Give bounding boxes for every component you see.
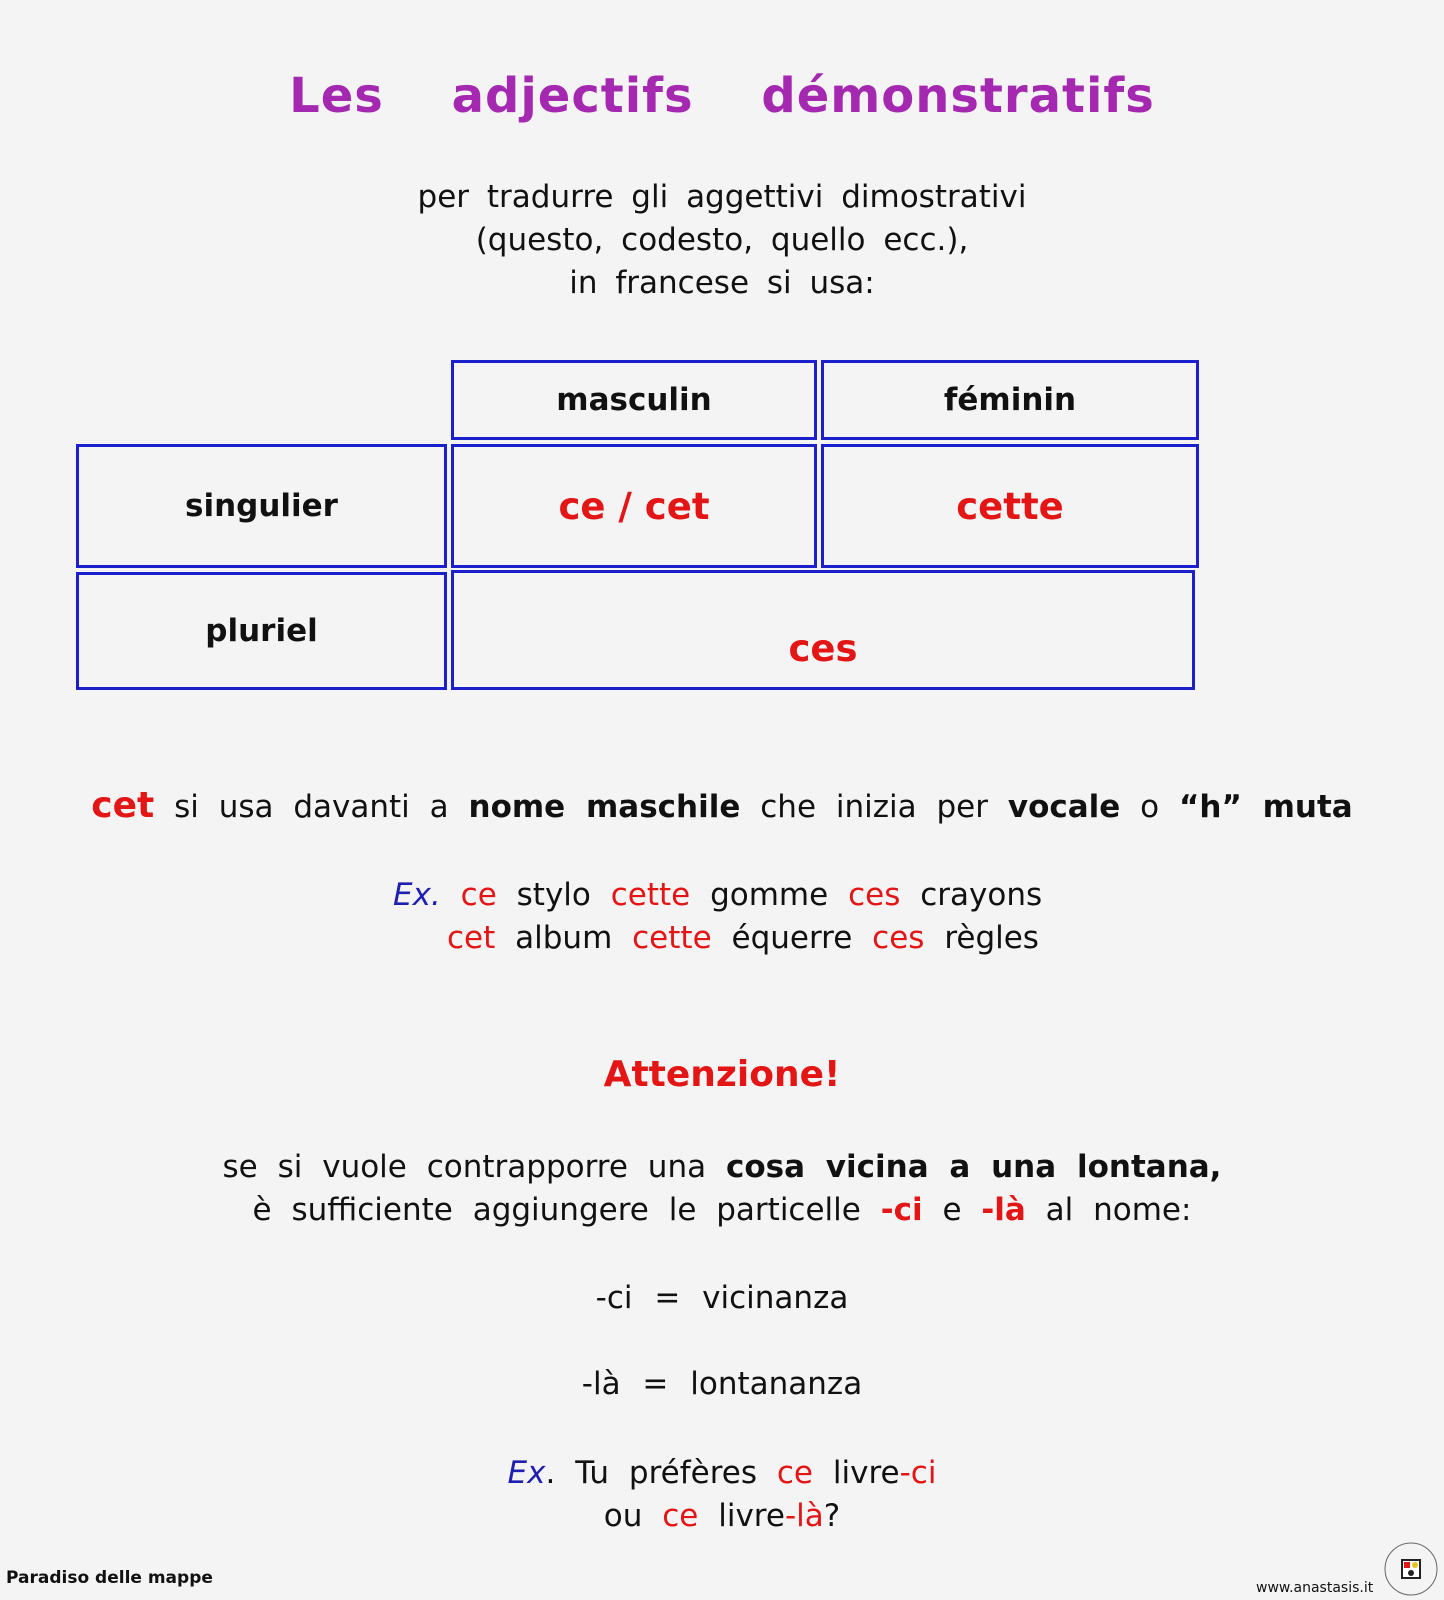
example-word: règles xyxy=(944,920,1039,956)
cell-plural: ces xyxy=(451,570,1195,690)
example-2-text: Tu préfères xyxy=(575,1455,758,1491)
paragraph-bold-1: cosa vicina a una lontana, xyxy=(725,1149,1222,1185)
example-2-ce-1: ce xyxy=(776,1455,814,1491)
example-2-ce-2: ce xyxy=(662,1498,699,1534)
example-2-la: -là xyxy=(784,1498,824,1534)
example-word: album xyxy=(515,920,613,956)
intro-text xyxy=(0,176,1444,305)
paragraph-text-4: al nome: xyxy=(1045,1192,1192,1228)
attention-heading: Attenzione! xyxy=(603,1054,841,1095)
paragraph-line-1 xyxy=(0,1146,1444,1189)
example-2-ou: ou xyxy=(603,1498,643,1534)
example-1 xyxy=(393,874,1042,960)
header-feminin: féminin xyxy=(821,360,1199,440)
example-word: ce xyxy=(460,877,497,913)
rule-bold-3: “h” muta xyxy=(1179,789,1353,825)
example-word: crayons xyxy=(920,877,1043,913)
paragraph-line-2 xyxy=(0,1189,1444,1232)
rule-text-3: o xyxy=(1140,789,1160,825)
example-2-dot: . xyxy=(545,1455,556,1491)
example-word: cette xyxy=(610,877,691,913)
example-2-question: ? xyxy=(823,1498,841,1534)
intro-line-2: (questo, codesto, quello ecc.), xyxy=(475,222,969,258)
example-1-row-2 xyxy=(393,917,1042,960)
example-word: cette xyxy=(632,920,712,956)
particle-la: -là xyxy=(981,1192,1026,1228)
example-word: équerre xyxy=(731,920,853,956)
example-2-label: Ex xyxy=(507,1455,546,1491)
footer-brand: Paradiso delle mappe xyxy=(6,1568,213,1588)
example-2-row-2 xyxy=(0,1495,1444,1538)
paragraph-text-3: e xyxy=(942,1192,962,1228)
supermappe-logo-icon xyxy=(1382,1540,1440,1598)
example-word: ces xyxy=(872,920,925,956)
example-label: Ex. xyxy=(393,877,441,913)
la-definition: -là = lontananza xyxy=(581,1366,863,1402)
particles-paragraph xyxy=(0,1146,1444,1232)
page-title: Les adjectifs démonstratifs xyxy=(289,68,1155,124)
example-word: cet xyxy=(447,920,496,956)
example-word: stylo xyxy=(516,877,591,913)
example-1-row-1 xyxy=(393,874,1042,917)
cell-sing-fem: cette xyxy=(821,444,1199,568)
rule-text-2: che inizia per xyxy=(760,789,988,825)
example-2-livre-2: livre xyxy=(718,1498,785,1534)
paragraph-text-1: se si vuole contrapporre una xyxy=(222,1149,707,1185)
header-masculin: masculin xyxy=(451,360,817,440)
cell-sing-masc: ce / cet xyxy=(451,444,817,568)
rule-bold-2: vocale xyxy=(1007,789,1121,825)
ci-definition: -ci = vicinanza xyxy=(595,1280,849,1316)
intro-line-3: in francese si usa: xyxy=(569,265,875,301)
rule-bold-1: nome maschile xyxy=(468,789,741,825)
row-singulier: singulier xyxy=(76,444,447,568)
paragraph-text-2: è sufficiente aggiungere le particelle xyxy=(252,1192,861,1228)
rule-text-1: si usa davanti a xyxy=(174,789,449,825)
example-2-ci: -ci xyxy=(899,1455,937,1491)
example-2 xyxy=(0,1452,1444,1538)
example-2-row-1 xyxy=(0,1452,1444,1495)
example-word: ces xyxy=(848,877,901,913)
example-2-livre-1: livre xyxy=(832,1455,900,1491)
row-pluriel: pluriel xyxy=(76,572,447,690)
footer-url[interactable]: www.anastasis.it xyxy=(1256,1580,1374,1596)
cet-rule xyxy=(0,785,1444,826)
rule-cet: cet xyxy=(91,785,155,826)
intro-line-1: per tradurre gli aggettivi dimostrativi xyxy=(417,179,1027,215)
example-word: gomme xyxy=(710,877,829,913)
particle-ci: -ci xyxy=(880,1192,923,1228)
